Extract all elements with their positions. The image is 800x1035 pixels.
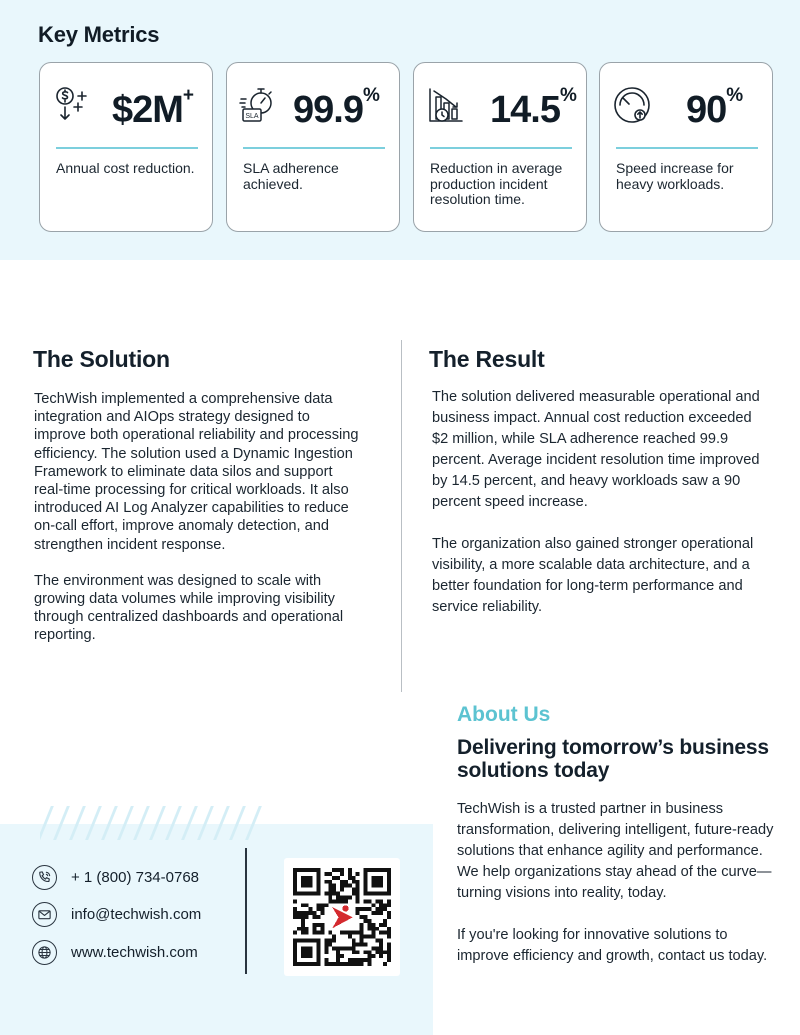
column-divider [401,340,402,692]
metric-divider [616,147,758,149]
cost-savings-icon [52,85,92,125]
about-body [457,799,777,988]
metric-description: Speed increase for heavy workloads. [616,160,734,192]
contact-phone[interactable] [32,864,199,890]
result-paragraph: The solution delivered measurable operational and business impact. Annual cost reduction exceeded $2 million, while SLA adherence reached 99.9 percent. Average incident resolution time improved by 14.5 percent, and heavy workloads saw a 90 percent speed increase. [432,389,760,510]
phone-icon [32,865,57,890]
sla-badge-text: SLA [245,113,259,121]
metric-value: 99.9% [293,85,380,131]
solution-body [34,390,360,663]
metric-description: Annual cost reduction. [56,160,195,176]
metric-card-cost [39,62,213,232]
metric-description: Reduction in average production incident resolution time. [430,160,563,207]
result-paragraph: The organization also gained stronger operational visibility, a more scalable data architecture, and a better foundation for long-term performance and service reliability. [432,536,754,615]
contact-divider [245,848,247,974]
result-title: The Result [429,346,545,372]
stopwatch-sla-icon [239,85,279,125]
metric-card-speed [599,62,773,232]
globe-icon [32,940,57,965]
solution-paragraph: The environment was designed to scale with growing data volumes while improving visibility through centralized dashboards and operational reporting. [34,572,344,644]
speedometer-icon [612,85,652,125]
metric-card-sla [226,62,400,232]
contact-website[interactable] [32,939,198,965]
metric-value: $2M+ [112,85,195,131]
decorative-stripes [40,806,270,840]
about-kicker: About Us [457,703,551,726]
result-body [432,387,768,639]
key-metrics-title: Key Metrics [38,22,160,47]
solution-title: The Solution [33,346,170,372]
metric-divider [56,147,198,149]
mail-icon [32,902,57,927]
metric-card-resolution [413,62,587,232]
website-url[interactable]: www.techwish.com [71,943,198,961]
metric-value: 14.5% [490,85,577,131]
about-paragraph: TechWish is a trusted partner in business transformation, delivering intelligent, future-ready solutions that enhance agility and performance. We help organizations stay ahead of the curve—turning visions into reality, today. [457,801,774,901]
declining-chart-clock-icon [426,85,466,125]
metric-divider [430,147,572,149]
about-paragraph: If you're looking for innovative solutions to improve efficiency and growth, contact us today. [457,927,768,964]
metric-description: SLA adherence achieved. [243,160,339,192]
contact-email[interactable] [32,901,201,927]
email-address[interactable]: info@techwish.com [71,905,202,923]
metric-value: 90% [686,85,744,131]
solution-paragraph: TechWish implemented a comprehensive data integration and AIOps strategy designed to improve both operational reliability and processing efficiency. The solution used a Dynamic Ingestion Framework to eliminate data silos and support real-time processing for critical workloads. It also introduced AI Log Analyzer capabilities to reduce on-call effort, improve anomaly detection, and strengthen incident response. [34,391,359,553]
phone-number[interactable]: + 1 (800) 734-0768 [71,868,200,886]
qr-code[interactable] [284,858,400,976]
metric-divider [243,147,385,149]
about-title: Delivering tomorrow’s business solutions today [457,736,769,782]
